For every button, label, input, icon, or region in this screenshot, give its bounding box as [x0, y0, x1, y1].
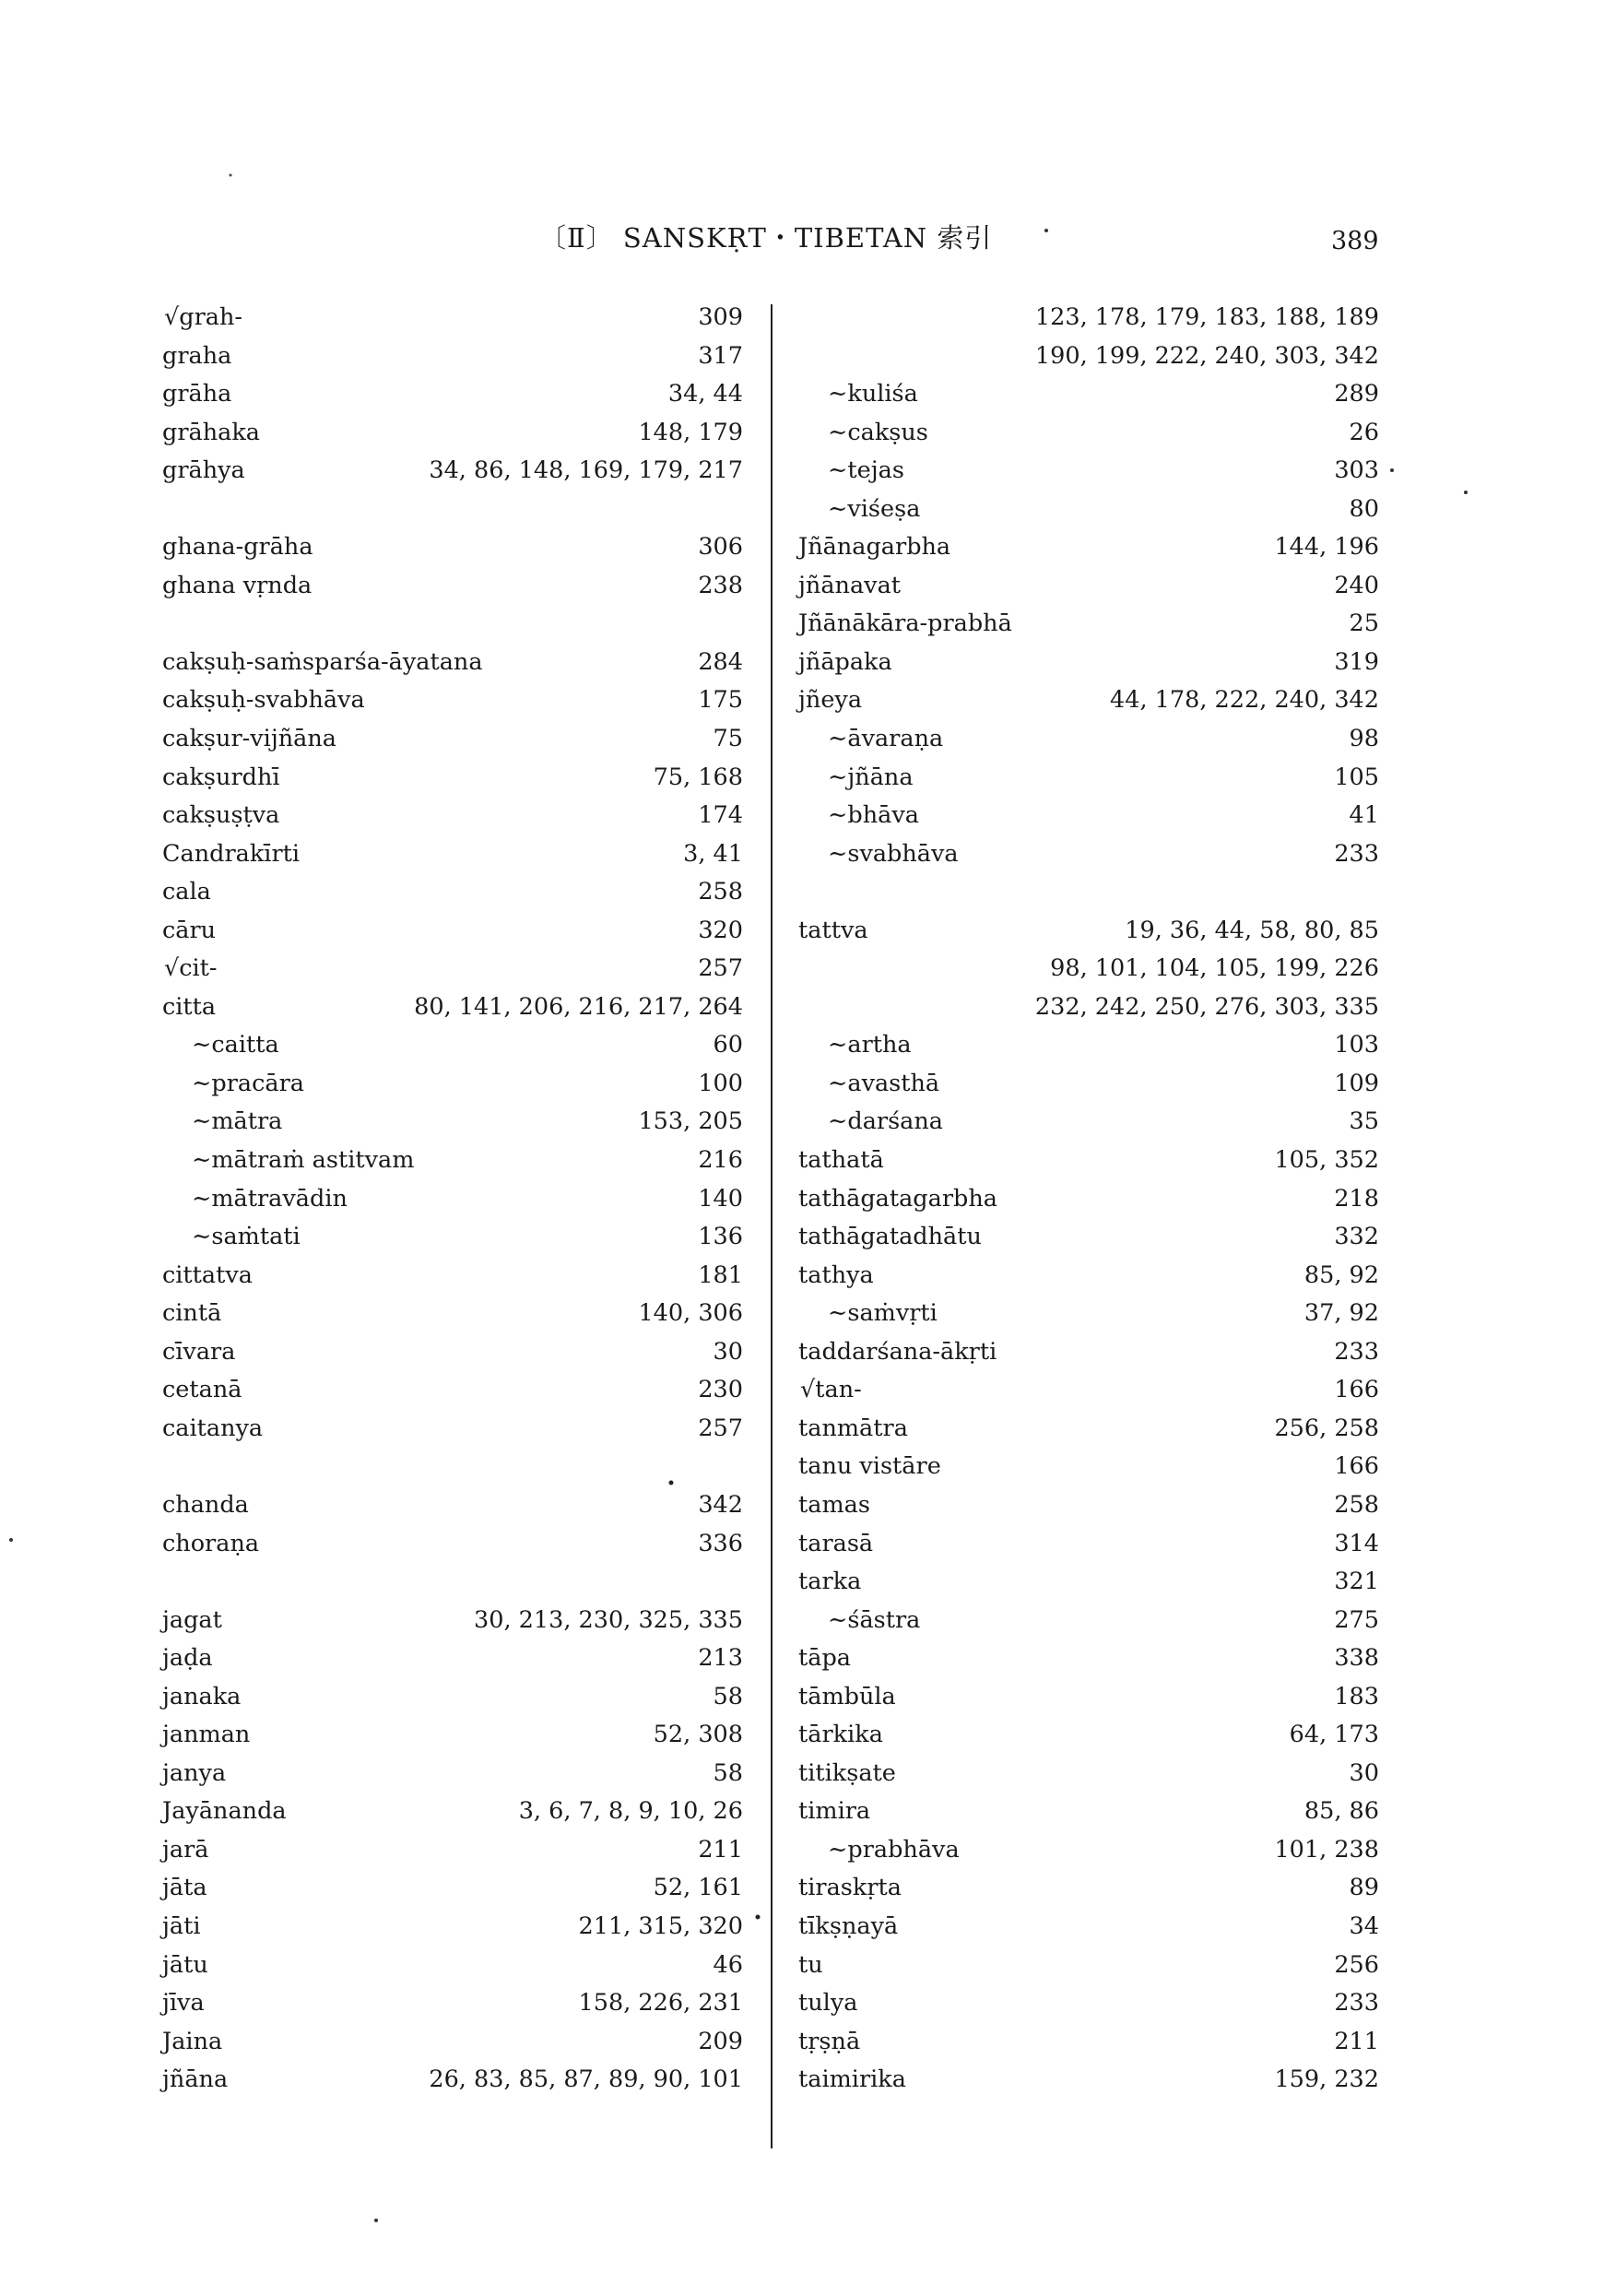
index-term: tattva [798, 916, 868, 944]
page-references: 58 [713, 1682, 743, 1710]
index-entry [162, 912, 743, 951]
index-entry [798, 567, 1379, 606]
page-references: 320 [698, 916, 743, 944]
index-entry [162, 2061, 743, 2100]
index-term: tiraskṛta [798, 1874, 902, 1902]
page-references: 46 [713, 1950, 743, 1979]
root-word: cit- [179, 954, 218, 983]
index-entry [162, 644, 743, 682]
page-references: 140 [698, 1184, 743, 1213]
index-term: cīvara [162, 1337, 236, 1366]
index-entry [798, 988, 1379, 1027]
page-references: 25 [1349, 610, 1379, 638]
index-entry [798, 1793, 1379, 1831]
index-term: choraṇa [162, 1529, 260, 1557]
index-term: tarasā [798, 1529, 874, 1557]
page-references: 80, 141, 206, 216, 217, 264 [414, 992, 743, 1021]
index-term: ∼saṁtati [192, 1223, 301, 1251]
index-term: ∼artha [828, 1031, 912, 1059]
page-references: 105 [1334, 763, 1379, 791]
page-references: 336 [698, 1529, 743, 1557]
index-entry [162, 988, 743, 1027]
page-references: 85, 86 [1303, 1797, 1379, 1826]
index-term: tarka [798, 1568, 862, 1596]
index-term: ∼śāstra [828, 1605, 921, 1634]
index-entry [162, 1257, 743, 1296]
index-term: timira [798, 1797, 871, 1826]
index-term: ∼avasthā [828, 1069, 940, 1097]
page-references: 44, 178, 222, 240, 342 [1110, 686, 1379, 715]
page-references: 275 [1334, 1605, 1379, 1634]
index-term: cakṣur-vijñāna [162, 725, 336, 753]
page-references: 52, 161 [653, 1874, 743, 1902]
index-entry [162, 1716, 743, 1755]
page-references: 140, 306 [638, 1299, 743, 1328]
index-entry [162, 2023, 743, 2062]
index-entry [162, 835, 743, 874]
index-entry [798, 337, 1379, 376]
index-term: cakṣurdhī [162, 763, 280, 791]
index-entry [798, 1755, 1379, 1793]
page-references: 26, 83, 85, 87, 89, 90, 101 [429, 2065, 743, 2094]
index-entry [162, 1525, 743, 1564]
index-term: janman [162, 1721, 251, 1749]
index-term: cittatva [162, 1260, 253, 1289]
page-references: 34 [1349, 1911, 1379, 1940]
index-term: grāhaka [162, 418, 260, 446]
section-gap [162, 605, 743, 644]
index-term: janaka [162, 1682, 242, 1710]
page-references: 64, 173 [1289, 1721, 1379, 1749]
page-references: 238 [698, 571, 743, 599]
page-references: 240 [1334, 571, 1379, 599]
index-entry [798, 605, 1379, 644]
index-term [798, 1371, 862, 1410]
index-entry [798, 1448, 1379, 1486]
index-term: tathāgatadhātu [798, 1223, 982, 1251]
index-term: tṛṣṇā [798, 2027, 861, 2055]
index-term: tāpa [798, 1644, 851, 1673]
index-entry [162, 1947, 743, 1985]
index-term [162, 299, 242, 337]
index-term: ∼prabhāva [828, 1835, 960, 1864]
index-subentry [798, 1602, 1379, 1640]
index-subentry [798, 835, 1379, 874]
index-term: jarā [162, 1835, 209, 1864]
index-entry [798, 1257, 1379, 1296]
page-references: 332 [1334, 1223, 1379, 1251]
index-entry [798, 644, 1379, 682]
speck [9, 1538, 13, 1542]
page-references: 100 [698, 1069, 743, 1097]
index-term: ∼viśeṣa [828, 494, 921, 523]
index-entry [162, 950, 743, 988]
page-references: 101, 238 [1274, 1835, 1379, 1864]
index-subentry [798, 375, 1379, 414]
page-references: 103 [1334, 1031, 1379, 1059]
page-references: 306 [698, 533, 743, 562]
index-term: Jñānagarbha [798, 533, 951, 562]
index-term: tathāgatagarbha [798, 1184, 997, 1213]
index-subentry [162, 1142, 743, 1180]
page-references: 284 [698, 647, 743, 676]
index-term: jāti [162, 1911, 201, 1940]
page-references: 98 [1349, 725, 1379, 753]
index-term: tārkika [798, 1721, 883, 1749]
index-term: tāmbūla [798, 1682, 896, 1710]
index-subentry [798, 1295, 1379, 1333]
index-term: jātu [162, 1950, 208, 1979]
page-references: 153, 205 [638, 1107, 743, 1136]
index-term: cakṣuḥ-svabhāva [162, 686, 365, 715]
page-references: 233 [1334, 839, 1379, 868]
index-entry [162, 720, 743, 759]
index-entry [162, 1639, 743, 1678]
index-entry [798, 681, 1379, 720]
index-term: titikṣate [798, 1758, 896, 1787]
index-term: Candrakīrti [162, 839, 301, 868]
page-references: 19, 36, 44, 58, 80, 85 [1125, 916, 1379, 944]
page-references: 89 [1349, 1874, 1379, 1902]
index-term: ∼mātra [192, 1107, 283, 1136]
index-subentry [798, 1831, 1379, 1870]
page-references: 98, 101, 104, 105, 199, 226 [1050, 954, 1379, 983]
speck [230, 174, 232, 177]
index-entry [162, 1831, 743, 1870]
index-entry [162, 1333, 743, 1372]
index-term: cetanā [162, 1376, 242, 1404]
index-entry [798, 1908, 1379, 1947]
index-entry [798, 1410, 1379, 1449]
page-references: 60 [713, 1031, 743, 1059]
index-entry [162, 759, 743, 798]
index-entry [162, 1755, 743, 1793]
page-references: 34, 44 [667, 380, 743, 408]
index-term: cala [162, 878, 211, 906]
index-subentry [798, 1103, 1379, 1142]
page-references: 317 [698, 341, 743, 370]
index-subentry [798, 491, 1379, 529]
page-references: 303 [1334, 456, 1379, 485]
index-entry [162, 528, 743, 567]
index-entry [798, 2023, 1379, 2062]
index-entry [162, 1678, 743, 1717]
page-references: 257 [698, 1414, 743, 1442]
index-entry [162, 1371, 743, 1410]
page-references: 258 [698, 878, 743, 906]
index-entry [162, 1410, 743, 1449]
index-term [162, 950, 218, 988]
speck [374, 2219, 378, 2222]
page-references: 257 [698, 954, 743, 983]
index-term: grāha [162, 380, 232, 408]
index-term: ∼darśana [828, 1107, 943, 1136]
index-entry [798, 299, 1379, 337]
index-entry [162, 681, 743, 720]
speck [756, 1915, 761, 1920]
index-entry [798, 1486, 1379, 1525]
index-term: ghana vṛnda [162, 571, 313, 599]
page-references: 58 [713, 1758, 743, 1787]
index-term: Jayānanda [162, 1797, 287, 1826]
index-entry [798, 1371, 1379, 1410]
section-gap [162, 1448, 743, 1486]
index-term: cakṣuḥ-saṁsparśa-āyatana [162, 647, 483, 676]
index-subentry [798, 1026, 1379, 1065]
index-term: tathya [798, 1260, 874, 1289]
page-references: 232, 242, 250, 276, 303, 335 [1034, 992, 1379, 1021]
index-term: ∼saṁvṛti [828, 1299, 938, 1328]
index-entry [798, 1218, 1379, 1257]
page-references: 314 [1334, 1529, 1379, 1557]
page-references: 258 [1334, 1490, 1379, 1519]
index-term: cakṣuṣṭva [162, 801, 280, 830]
index-entry [798, 1716, 1379, 1755]
index-subentry [162, 1065, 743, 1104]
index-term: jñāna [162, 2065, 229, 2094]
index-subentry [798, 720, 1379, 759]
index-term: ∼caitta [192, 1031, 279, 1059]
index-entry [798, 950, 1379, 988]
index-subentry [798, 452, 1379, 491]
page-references: 319 [1334, 647, 1379, 676]
page-references: 80 [1349, 494, 1379, 523]
page-references: 37, 92 [1303, 1299, 1379, 1328]
root-word: grah- [179, 303, 243, 331]
root-word: tan- [815, 1376, 862, 1404]
root-sign-icon: √ [164, 303, 180, 331]
index-term: Jaina [162, 2027, 223, 2055]
index-subentry [162, 1218, 743, 1257]
page-references: 233 [1334, 1989, 1379, 2018]
root-sign-icon: √ [800, 1376, 816, 1404]
index-subentry [162, 1180, 743, 1219]
page-references: 34, 86, 148, 169, 179, 217 [429, 456, 743, 485]
page-references: 30 [713, 1337, 743, 1366]
page-references: 75 [713, 725, 743, 753]
index-entry [798, 1869, 1379, 1908]
page-references: 144, 196 [1274, 533, 1379, 562]
index-term: ghana-grāha [162, 533, 313, 562]
page-number: 389 [1331, 227, 1379, 255]
index-entry [798, 1525, 1379, 1564]
index-entry [798, 1142, 1379, 1180]
page-references: 26 [1349, 418, 1379, 446]
index-term: citta [162, 992, 217, 1021]
index-entry [162, 1793, 743, 1831]
index-term: ∼pracāra [192, 1069, 304, 1097]
right-index-column [798, 299, 1379, 2100]
page-references: 158, 226, 231 [578, 1989, 743, 2018]
page-references: 136 [698, 1223, 743, 1251]
index-entry [162, 337, 743, 376]
page-references: 256, 258 [1274, 1414, 1379, 1442]
page-references: 148, 179 [638, 418, 743, 446]
page-references: 183 [1334, 1682, 1379, 1710]
index-term: tulya [798, 1989, 858, 2018]
page-references: 105, 352 [1274, 1146, 1379, 1175]
index-term: chanda [162, 1490, 249, 1519]
page-header [0, 218, 1616, 264]
page-references: 41 [1349, 801, 1379, 830]
index-term: jñeya [798, 686, 863, 715]
index-entry [162, 567, 743, 606]
root-sign-icon: √ [164, 954, 180, 983]
index-term: ∼tejas [828, 456, 904, 485]
index-term: jīva [162, 1989, 205, 2018]
index-term: janya [162, 1758, 227, 1787]
index-term: taimirika [798, 2065, 906, 2094]
index-entry [798, 1984, 1379, 2023]
page-references: 321 [1334, 1568, 1379, 1596]
page-references: 256 [1334, 1950, 1379, 1979]
section-gap [798, 873, 1379, 912]
index-subentry [798, 1065, 1379, 1104]
section-gap [162, 491, 743, 529]
page-references: 211 [1334, 2027, 1379, 2055]
index-term: tīkṣṇayā [798, 1911, 899, 1940]
index-term: jñāpaka [798, 647, 892, 676]
index-term: taddarśana-ākṛti [798, 1337, 997, 1366]
index-term: tu [798, 1950, 823, 1979]
index-term: ∼bhāva [828, 801, 919, 830]
index-entry [798, 2061, 1379, 2100]
page-references: 181 [698, 1260, 743, 1289]
column-divider [771, 304, 773, 2148]
page-references: 35 [1349, 1107, 1379, 1136]
section-gap [162, 1563, 743, 1602]
index-entry [798, 1947, 1379, 1985]
index-term: ∼cakṣus [828, 418, 928, 446]
page-references: 309 [698, 303, 743, 331]
index-term: ∼kuliśa [828, 380, 918, 408]
index-subentry [162, 1103, 743, 1142]
index-entry [162, 452, 743, 491]
index-term: ∼mātraṁ astitvam [192, 1146, 415, 1175]
index-subentry [162, 1026, 743, 1065]
index-entry [798, 1639, 1379, 1678]
index-term: ∼mātravādin [192, 1184, 348, 1213]
page-references: 30, 213, 230, 325, 335 [474, 1605, 743, 1634]
page-references: 85, 92 [1303, 1260, 1379, 1289]
page-references: 123, 178, 179, 183, 188, 189 [1034, 303, 1379, 331]
index-entry [162, 873, 743, 912]
index-entry [162, 1486, 743, 1525]
page-references: 211, 315, 320 [578, 1911, 743, 1940]
index-term: tathatā [798, 1146, 884, 1175]
index-term: jāta [162, 1874, 207, 1902]
index-entry [798, 1563, 1379, 1602]
index-entry [798, 912, 1379, 951]
index-term: ∼svabhāva [828, 839, 959, 868]
page-references: 166 [1334, 1376, 1379, 1404]
page-references: 52, 308 [653, 1721, 743, 1749]
page-references: 174 [698, 801, 743, 830]
index-entry [162, 1984, 743, 2023]
index-entry [162, 1908, 743, 1947]
index-entry [162, 414, 743, 453]
index-term: graha [162, 341, 232, 370]
page-references: 75, 168 [653, 763, 743, 791]
page-references: 342 [698, 1490, 743, 1519]
index-term: jagat [162, 1605, 222, 1634]
page-references: 109 [1334, 1069, 1379, 1097]
speck [1390, 468, 1394, 472]
index-entry [798, 528, 1379, 567]
index-entry [798, 1333, 1379, 1372]
page-references: 30 [1349, 1758, 1379, 1787]
page-references: 3, 6, 7, 8, 9, 10, 26 [518, 1797, 743, 1826]
page-references: 190, 199, 222, 240, 303, 342 [1034, 341, 1379, 370]
index-term: jaḍa [162, 1644, 213, 1673]
page-references: 175 [698, 686, 743, 715]
running-title: 〔Ⅱ〕 SANSKṚT・TIBETAN 索引 [539, 222, 993, 254]
speck [1464, 491, 1468, 494]
index-term: jñānavat [798, 571, 902, 599]
page-references: 166 [1334, 1452, 1379, 1481]
left-index-column [162, 299, 743, 2100]
index-term: ∼āvaraṇa [828, 725, 944, 753]
page-references: 213 [698, 1644, 743, 1673]
index-entry [162, 375, 743, 414]
index-subentry [798, 759, 1379, 798]
page-references: 218 [1334, 1184, 1379, 1213]
page-references: 211 [698, 1835, 743, 1864]
index-subentry [798, 797, 1379, 835]
index-entry [162, 1602, 743, 1640]
index-term: cintā [162, 1299, 222, 1328]
page-references: 289 [1334, 380, 1379, 408]
index-entry [162, 1869, 743, 1908]
page-references: 216 [698, 1146, 743, 1175]
index-term: cāru [162, 916, 217, 944]
page-references: 3, 41 [683, 839, 743, 868]
index-term: tamas [798, 1490, 870, 1519]
index-entry [798, 1180, 1379, 1219]
page-references: 338 [1334, 1644, 1379, 1673]
index-term: grāhya [162, 456, 245, 485]
index-term: caitanya [162, 1414, 264, 1442]
page-references: 233 [1334, 1337, 1379, 1366]
index-entry [162, 299, 743, 337]
index-subentry [798, 414, 1379, 453]
page-references: 159, 232 [1274, 2065, 1379, 2094]
index-term: ∼jñāna [828, 763, 914, 791]
index-entry [162, 797, 743, 835]
page-references: 209 [698, 2027, 743, 2055]
page-references: 230 [698, 1376, 743, 1404]
index-term: tanmātra [798, 1414, 908, 1442]
index-entry [162, 1295, 743, 1333]
index-term: Jñānākāra-prabhā [798, 610, 1012, 638]
index-term: tanu vistāre [798, 1452, 941, 1481]
index-entry [798, 1678, 1379, 1717]
